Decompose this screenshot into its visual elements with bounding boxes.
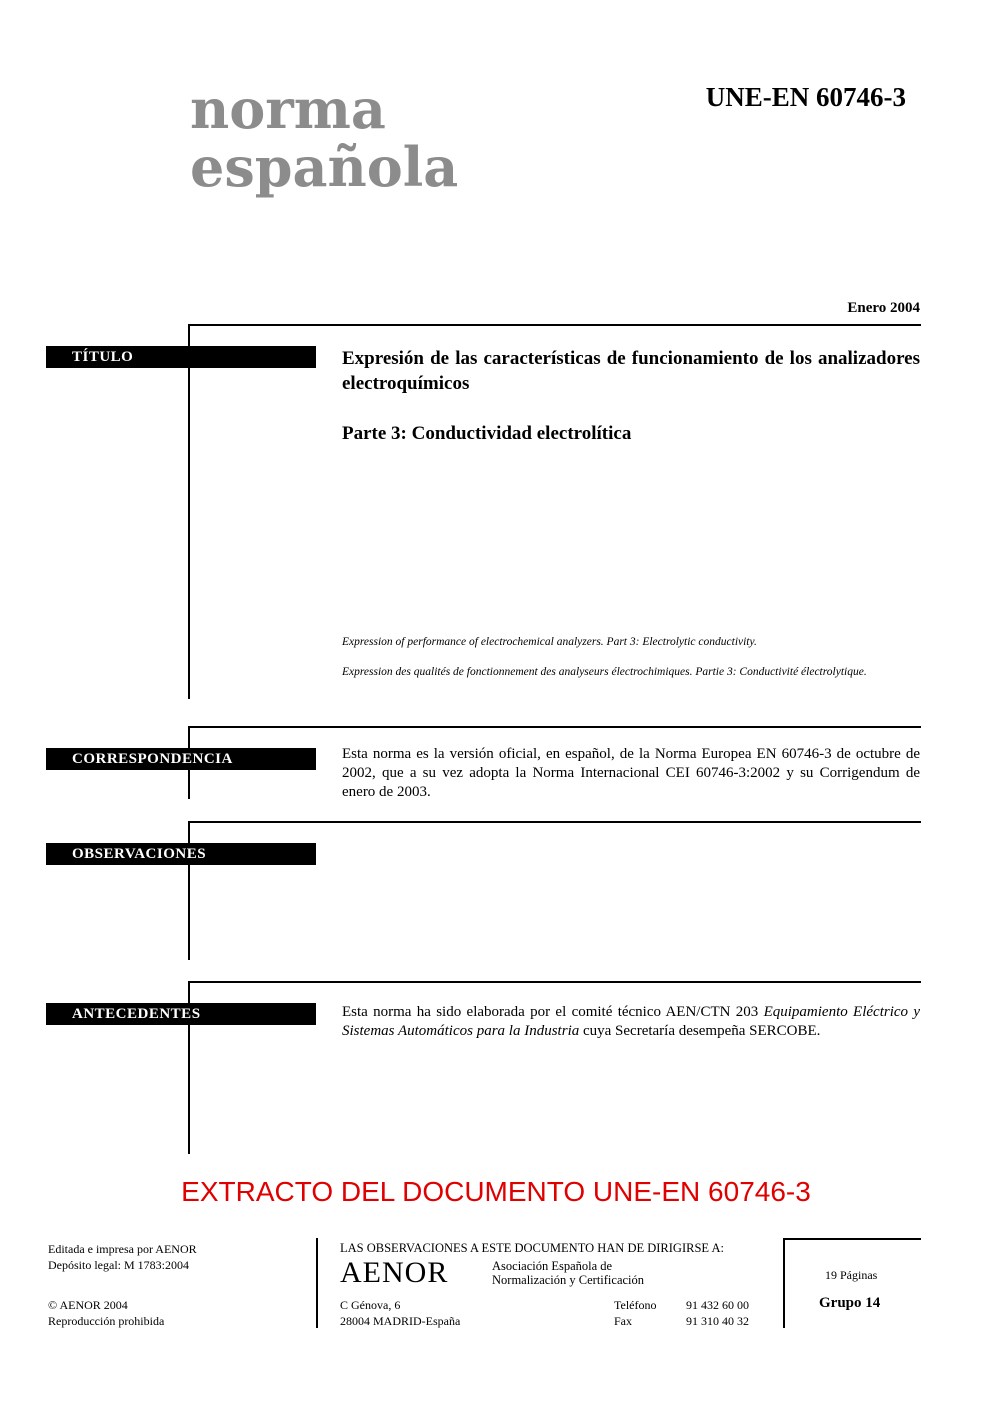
section-rule-titulo xyxy=(188,324,190,699)
address-line-2: 28004 MADRID-España xyxy=(340,1314,461,1328)
standard-code: UNE-EN 60746-3 xyxy=(705,82,906,112)
french-title: Expression des qualités de fonctionnement des analyseurs électrochimiques. Partie 3: Conductivité électrolytique. xyxy=(342,666,867,678)
label-titulo: TÍTULO xyxy=(46,346,316,368)
fax-label: Fax xyxy=(614,1314,632,1328)
antecedentes-text xyxy=(342,1003,920,1041)
observations-notice: LAS OBSERVACIONES A ESTE DOCUMENTO HAN DE DIRIGIRSE A: xyxy=(340,1241,724,1255)
legal-deposit: Depósito legal: M 1783:2004 xyxy=(48,1258,189,1272)
antecedentes-text-start: Esta norma ha sido elaborada por el comité técnico AEN/CTN 203 xyxy=(342,1004,764,1020)
footer-divider-left xyxy=(316,1238,318,1328)
address xyxy=(340,1297,460,1329)
contact-values xyxy=(686,1297,749,1329)
brand-line-1: norma xyxy=(190,77,386,141)
fax-number: 91 310 40 32 xyxy=(686,1314,749,1328)
reproduction-notice: Reproducción prohibida xyxy=(48,1314,165,1328)
price-group: Grupo 14 xyxy=(819,1295,881,1311)
section-rule-observaciones xyxy=(188,821,190,960)
label-correspondencia: CORRESPONDENCIA xyxy=(46,748,316,770)
edited-by: Editada e impresa por AENOR xyxy=(48,1242,197,1256)
page-count: 19 Páginas xyxy=(825,1268,878,1282)
main-title: Expresión de las características de funcionamiento de los analizadores electroquímicos xyxy=(342,348,920,394)
address-line-1: C Génova, 6 xyxy=(340,1298,401,1312)
part-title: Parte 3: Conductividad electrolítica xyxy=(342,423,632,444)
aenor-logo: AENOR xyxy=(340,1256,449,1289)
phone-number: 91 432 60 00 xyxy=(686,1298,749,1312)
org-line-2: Normalización y Certificación xyxy=(492,1273,645,1287)
committee-name: Equipamiento Eléctrico y Sistemas Automáticos para la Industria xyxy=(342,1004,920,1039)
brand-title xyxy=(190,77,550,199)
label-antecedentes: ANTECEDENTES xyxy=(46,1003,316,1025)
publication-date: Enero 2004 xyxy=(847,300,920,316)
extract-notice: EXTRACTO DEL DOCUMENTO UNE-EN 60746-3 xyxy=(181,1176,811,1207)
correspondencia-text: Esta norma es la versión oficial, en español, de la Norma Europea EN 60746-3 de octubre de 2002, que a su vez adopta la Norma Internacional CEI 60746-3:2002 y su Corrigendum de enero de 2003. xyxy=(342,746,920,800)
english-title: Expression of performance of electrochemical analyzers. Part 3: Electrolytic conductivity. xyxy=(342,636,757,648)
phone-label: Teléfono xyxy=(614,1298,657,1312)
brand-line-2: española xyxy=(190,135,459,199)
section-divider-antecedentes xyxy=(188,981,921,983)
copyright: © AENOR 2004 xyxy=(48,1298,128,1312)
section-divider-titulo xyxy=(188,324,921,326)
antecedentes-text-end: cuya Secretaría desempeña SERCOBE. xyxy=(579,1023,821,1039)
label-observaciones: OBSERVACIONES xyxy=(46,843,316,865)
contact-labels xyxy=(614,1297,656,1329)
pages-box-top xyxy=(783,1238,921,1240)
section-divider-correspondencia xyxy=(188,726,921,728)
footer-copyright xyxy=(48,1297,164,1329)
org-line-1: Asociación Española de xyxy=(492,1259,613,1273)
pages-box-left xyxy=(783,1238,785,1328)
section-divider-observaciones xyxy=(188,821,921,823)
footer-publisher xyxy=(48,1241,197,1273)
organization-name xyxy=(492,1259,644,1287)
